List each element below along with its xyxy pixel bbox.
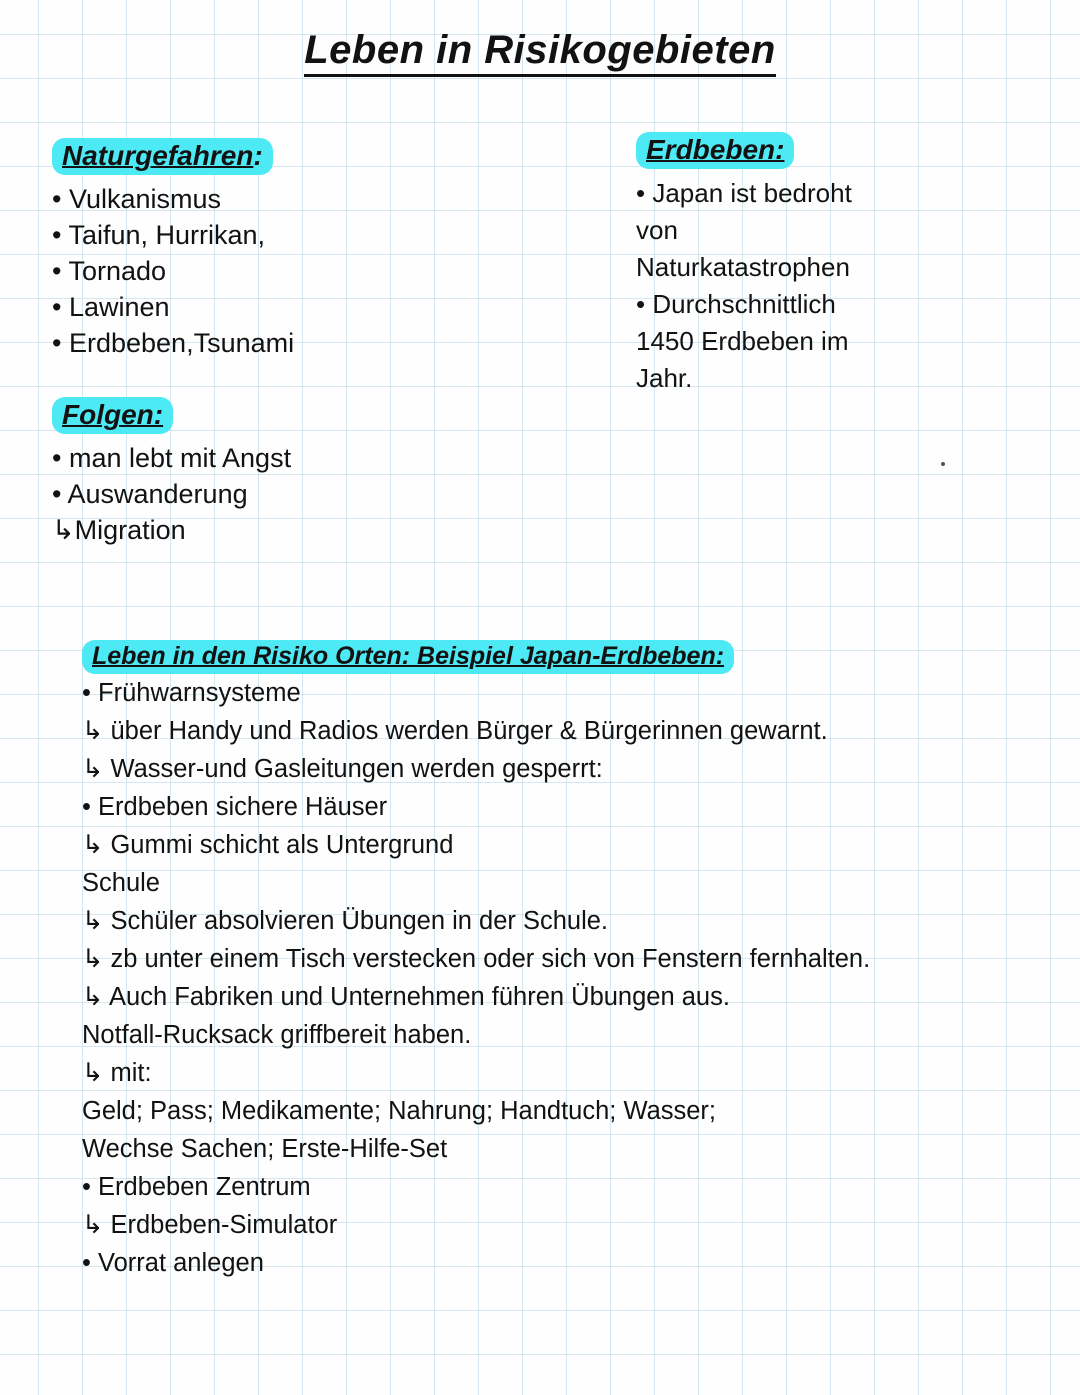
right-column [636,132,966,397]
list-item: • Auswanderung [52,476,612,512]
text-line: ↳ mit: [82,1059,152,1087]
section-heading-naturgefahren [52,138,612,175]
text-line: • Frühwarnsysteme [82,679,301,707]
text-line: Notfall-Rucksack griffbereit haben. [82,1021,472,1049]
list-item: • Tornado [52,253,612,289]
page-title-text: Leben in Risikogebieten [304,28,776,77]
list-item: • Erdbeben,Tsunami [52,325,612,361]
page-title [0,28,1080,73]
text-line: ↳ Wasser-und Gasleitungen werden gesperrt: [82,755,603,783]
text-line: Geld; Pass; Medikamente; Nahrung; Handtuch; Wasser; [82,1097,717,1125]
text-line: ↳ Gummi schicht als Untergrund [82,831,454,859]
naturgefahren-heading-text: Naturgefahren [62,140,254,171]
text-line: Schule [82,869,160,897]
text-line: • Durchschnittlich [636,289,836,319]
section-heading-folgen [52,397,612,434]
text-line: ↳ Erdbeben-Simulator [82,1211,338,1239]
text-line: Wechse Sachen; Erste-Hilfe-Set [82,1135,448,1163]
text-line: 1450 Erdbeben im [636,326,849,356]
list-item: • Taifun, Hurrikan, [52,217,612,253]
erdbeben-highlight [636,132,794,169]
text-line: • Erdbeben Zentrum [82,1173,311,1201]
list-item: • Lawinen [52,289,612,325]
text-line: Jahr. [636,363,693,393]
sub-list-item: ↳ Migration [52,512,612,548]
folgen-heading-text: Folgen: [62,399,164,430]
risikoorte-highlight [82,640,734,674]
list-item: • man lebt mit Angst [52,440,612,476]
risikoorte-section [82,640,1042,1282]
text-line: • Vorrat anlegen [82,1249,264,1277]
section-heading-erdbeben [636,132,966,169]
erdbeben-heading-text: Erdbeben: [646,134,785,165]
section-heading-risikoorte [82,640,1042,674]
text-line: ↳ zb unter einem Tisch verstecken oder sich von Fenstern fernhalten. [82,945,871,973]
text-line: Naturkatastrophen [636,252,850,282]
text-line: ↳ über Handy und Radios werden Bürger & Bürgerinnen gewarnt. [82,717,828,745]
risikoorte-heading-text: Leben in den Risiko Orten: Beispiel Japan-Erdbeben: [92,642,725,670]
text-line: • Erdbeben sichere Häuser [82,793,388,821]
left-column [52,138,612,548]
text-line: • Japan ist bedroht [636,178,852,208]
folgen-highlight [52,397,173,434]
list-item: • Vulkanismus [52,181,612,217]
text-line: ↳ Auch Fabriken und Unternehmen führen Übungen aus. [82,983,730,1011]
naturgefahren-heading-suffix: : [253,140,263,171]
text-line: von [636,215,678,245]
naturgefahren-highlight [52,138,273,175]
stray-ink-dot [941,462,945,466]
text-line: ↳ Schüler absolvieren Übungen in der Schule. [82,907,609,935]
